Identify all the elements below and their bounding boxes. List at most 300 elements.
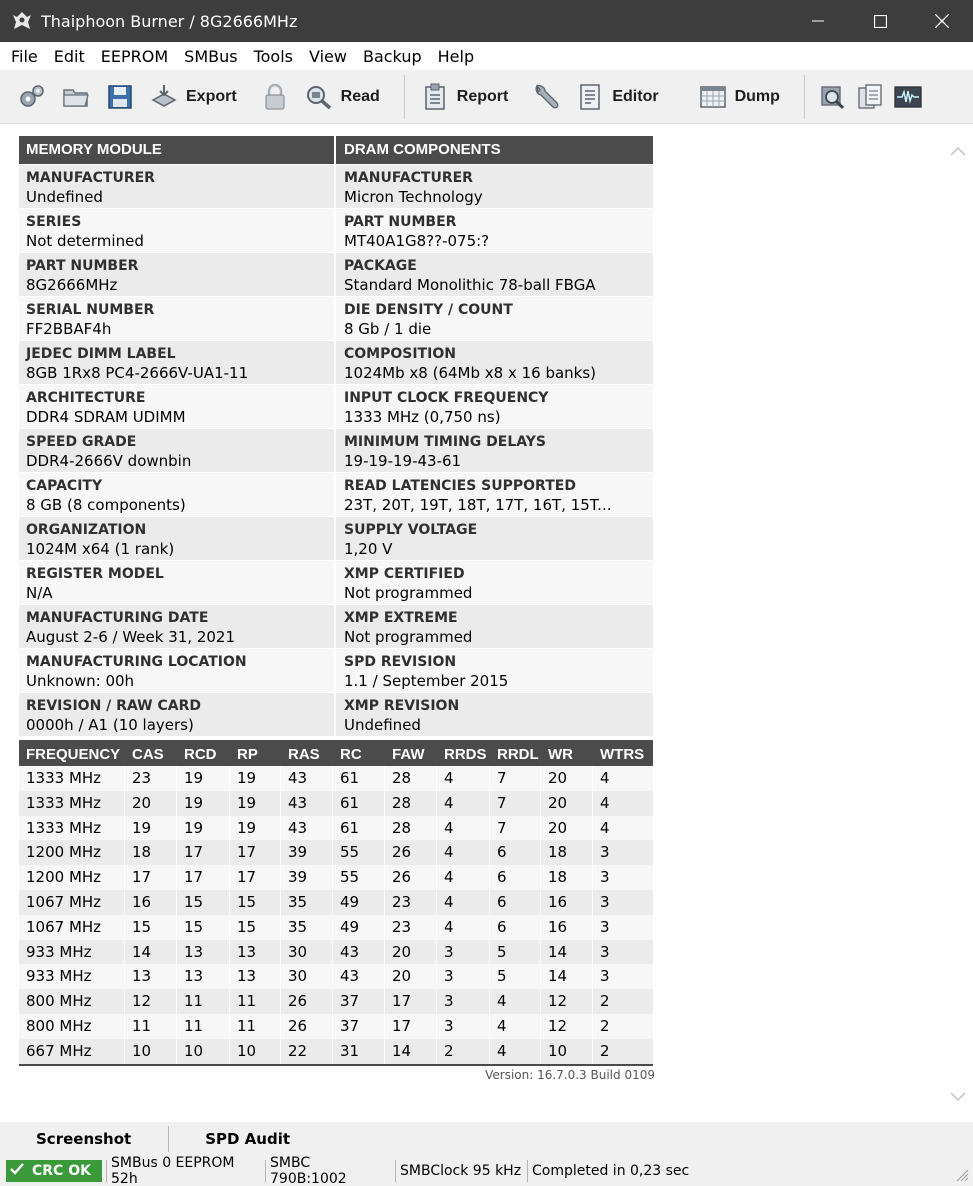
timing-cell: 20	[125, 791, 177, 816]
timing-cell: 4	[600, 793, 610, 812]
info-key: PART NUMBER	[26, 258, 139, 274]
timing-cell: 4	[437, 915, 490, 940]
dram-info-row	[336, 164, 653, 208]
timing-cell: 5	[490, 964, 541, 989]
spd-info-panel	[19, 136, 653, 1066]
wrench-icon	[530, 81, 562, 113]
timing-cell: 22	[281, 1039, 333, 1064]
dump-label: Dump	[734, 87, 780, 105]
export-icon	[148, 81, 180, 113]
timing-cell: 16	[541, 915, 593, 940]
info-value: Not programmed	[344, 584, 473, 602]
window-title: Thaiphoon Burner / 8G2666MHz	[41, 11, 298, 31]
timing-cell: 6	[490, 840, 541, 865]
save-button[interactable]	[98, 77, 142, 117]
info-value: Not determined	[26, 232, 144, 250]
dram-info-row	[336, 384, 653, 428]
memory-module-column	[19, 136, 336, 736]
timing-cell: 35	[281, 915, 333, 940]
timing-cell: 20	[385, 964, 437, 989]
info-key: XMP CERTIFIED	[344, 566, 465, 582]
timing-cell: 3	[600, 892, 610, 911]
timing-cell: 43	[281, 816, 333, 841]
info-key: MANUFACTURING LOCATION	[26, 654, 247, 670]
dump-button[interactable]	[691, 77, 796, 117]
timing-cell: 28	[385, 766, 437, 791]
timing-cell: 55	[333, 865, 385, 890]
timing-cell: 4	[437, 791, 490, 816]
dram-info-row	[336, 340, 653, 384]
crc-status-badge	[6, 1160, 102, 1182]
timing-row	[19, 989, 653, 1014]
timing-cell: 10	[541, 1039, 593, 1064]
info-key: CAPACITY	[26, 478, 103, 494]
timing-cell: 10	[125, 1039, 177, 1064]
timing-row	[19, 915, 653, 940]
timing-cell: 3	[437, 964, 490, 989]
timing-row	[19, 890, 653, 915]
info-key: ORGANIZATION	[26, 522, 147, 538]
timing-cell: 6	[490, 915, 541, 940]
title-bar	[0, 0, 973, 42]
timing-row	[19, 964, 653, 989]
timing-cell: 6	[490, 890, 541, 915]
timing-cell: 31	[333, 1039, 385, 1064]
timing-cell: 3	[437, 940, 490, 965]
timing-row	[19, 840, 653, 865]
open-button[interactable]	[54, 77, 98, 117]
timing-cell: 2	[600, 1041, 610, 1060]
timing-cell: 17	[230, 865, 281, 890]
timing-column-header: RC	[340, 746, 362, 763]
timing-cell: 26	[281, 1014, 333, 1039]
timing-cell: 4	[437, 816, 490, 841]
status-clock	[395, 1160, 523, 1182]
info-value: 1024M x64 (1 rank)	[26, 540, 175, 558]
info-key: MANUFACTURER	[26, 170, 155, 186]
timing-cell: 17	[385, 1014, 437, 1039]
timing-cell: 11	[177, 989, 230, 1014]
dram-info-row	[336, 516, 653, 560]
dram-info-row	[336, 648, 653, 692]
status-completed	[527, 1160, 689, 1182]
waveform-icon	[892, 81, 924, 113]
timing-cell: 800 MHz	[19, 989, 125, 1014]
timing-cell: 4	[600, 769, 610, 787]
read-button[interactable]	[297, 77, 396, 117]
timing-cell: 1200 MHz	[19, 865, 125, 890]
lock-icon	[259, 81, 291, 113]
documents-icon	[854, 81, 886, 113]
info-value: 8 GB (8 components)	[26, 496, 186, 514]
info-key: DIE DENSITY / COUNT	[344, 302, 513, 318]
info-key: MINIMUM TIMING DELAYS	[344, 434, 546, 450]
timing-cell: 933 MHz	[19, 964, 125, 989]
timing-cell: 37	[333, 1014, 385, 1039]
compare-button[interactable]	[851, 77, 889, 117]
menu-file[interactable]: File	[11, 46, 38, 66]
timing-cell: 14	[541, 964, 593, 989]
module-info-row	[19, 648, 334, 692]
info-key: MANUFACTURING DATE	[26, 610, 209, 626]
timing-cell: 19	[125, 816, 177, 841]
folder-icon	[60, 81, 92, 113]
menu-smbus[interactable]: SMBus	[184, 46, 238, 66]
timing-cell: 10	[177, 1039, 230, 1064]
timing-cell: 19	[177, 816, 230, 841]
info-value: Unknown: 00h	[26, 672, 135, 690]
module-info-row	[19, 340, 334, 384]
timing-cell: 39	[281, 840, 333, 865]
timing-cell: 18	[541, 865, 593, 890]
timing-cell: 7	[490, 766, 541, 791]
timing-column-header: CAS	[132, 746, 164, 763]
timing-cell: 13	[177, 964, 230, 989]
info-value: 23T, 20T, 19T, 18T, 17T, 16T, 15T...	[344, 496, 612, 514]
info-key: SPD REVISION	[344, 654, 457, 670]
timing-row	[19, 865, 653, 890]
toolbar-separator	[804, 75, 805, 119]
timing-cell: 43	[333, 964, 385, 989]
info-value: 1,20 V	[344, 540, 393, 558]
report-label: Report	[456, 87, 509, 105]
scroll-down-arrow-icon[interactable]	[943, 1084, 973, 1110]
dram-info-row	[336, 296, 653, 340]
timing-cell: 800 MHz	[19, 1014, 125, 1039]
dram-components-header: DRAM COMPONENTS	[336, 136, 653, 164]
timing-cell: 23	[385, 915, 437, 940]
timing-cell: 1067 MHz	[19, 915, 125, 940]
clipboard-icon	[419, 81, 451, 113]
timing-cell: 15	[230, 915, 281, 940]
info-value: FF2BBAF4h	[26, 320, 112, 338]
tab-screenshot[interactable]: Screenshot	[36, 1130, 132, 1148]
info-key: READ LATENCIES SUPPORTED	[344, 478, 576, 494]
maximize-button[interactable]	[849, 0, 911, 42]
timing-cell: 15	[125, 915, 177, 940]
info-value: MT40A1G8??-075:?	[344, 232, 490, 250]
settings-button[interactable]	[10, 77, 54, 117]
timing-cell: 11	[230, 1014, 281, 1039]
timing-cell: 2	[600, 992, 610, 1011]
timing-cell: 28	[385, 791, 437, 816]
export-button[interactable]	[142, 77, 253, 117]
tab-spd-audit[interactable]: SPD Audit	[205, 1130, 291, 1148]
menu-edit[interactable]: Edit	[53, 46, 85, 66]
menu-eeprom[interactable]: EEPROM	[100, 46, 169, 66]
timing-row	[19, 816, 653, 841]
monitor-button[interactable]	[889, 77, 927, 117]
info-key: REVISION / RAW CARD	[26, 698, 201, 714]
timing-table	[19, 740, 653, 1066]
timing-cell: 17	[385, 989, 437, 1014]
module-info-row	[19, 384, 334, 428]
editor-label: Editor	[612, 87, 659, 105]
timing-cell: 19	[230, 816, 281, 841]
checkmark-icon	[10, 1163, 24, 1179]
timing-cell: 14	[125, 940, 177, 965]
info-value: Standard Monolithic 78-ball FBGA	[344, 276, 596, 294]
timing-cell: 12	[125, 989, 177, 1014]
close-button[interactable]	[911, 0, 973, 42]
module-info-row	[19, 252, 334, 296]
toolbar	[0, 70, 973, 124]
timing-cell: 13	[230, 940, 281, 965]
module-info-row	[19, 472, 334, 516]
resize-grip-icon[interactable]	[953, 1166, 969, 1182]
dram-info-row	[336, 472, 653, 516]
timing-cell: 3	[437, 1014, 490, 1039]
timing-cell: 16	[125, 890, 177, 915]
crc-status-text: CRC OK	[32, 1163, 91, 1179]
info-value: Undefined	[344, 716, 421, 734]
module-info-row	[19, 516, 334, 560]
info-key: SPEED GRADE	[26, 434, 137, 450]
timing-header-row	[19, 740, 653, 766]
timing-cell: 7	[490, 791, 541, 816]
dram-info-row	[336, 604, 653, 648]
timing-cell: 39	[281, 865, 333, 890]
timing-cell: 19	[177, 766, 230, 791]
timing-column-header: WR	[548, 746, 573, 763]
timing-cell: 17	[177, 840, 230, 865]
timing-cell: 6	[490, 865, 541, 890]
timing-row	[19, 766, 653, 791]
timing-cell: 15	[177, 890, 230, 915]
timing-column-header: FAW	[392, 746, 425, 763]
info-key: PART NUMBER	[344, 214, 457, 230]
editor-button[interactable]	[568, 77, 674, 117]
timing-cell: 23	[125, 766, 177, 791]
timing-cell: 15	[230, 890, 281, 915]
info-value: N/A	[26, 584, 53, 602]
timing-cell: 43	[281, 791, 333, 816]
chip-magnifier-icon	[816, 81, 848, 113]
info-key: COMPOSITION	[344, 346, 456, 362]
timing-cell: 11	[230, 989, 281, 1014]
module-info-row	[19, 428, 334, 472]
info-key: SUPPLY VOLTAGE	[344, 522, 478, 538]
info-value: August 2-6 / Week 31, 2021	[26, 628, 236, 646]
info-value: 1333 MHz (0,750 ns)	[344, 408, 501, 426]
timing-cell: 3	[600, 843, 610, 862]
timing-cell: 20	[385, 940, 437, 965]
module-info-row	[19, 208, 334, 252]
timing-cell: 12	[541, 989, 593, 1014]
timing-column-header: RAS	[288, 746, 320, 763]
module-info-row	[19, 604, 334, 648]
timing-row	[19, 1014, 653, 1039]
timing-cell: 1200 MHz	[19, 840, 125, 865]
timing-cell: 3	[600, 942, 610, 961]
timing-cell: 14	[541, 940, 593, 965]
timing-cell: 667 MHz	[19, 1039, 125, 1064]
timing-cell: 933 MHz	[19, 940, 125, 965]
info-value: Undefined	[26, 188, 103, 206]
timing-cell: 3	[600, 967, 610, 986]
timing-cell: 2	[600, 1016, 610, 1035]
dram-info-row	[336, 252, 653, 296]
timing-cell: 3	[600, 868, 610, 887]
info-value: 19-19-19-43-61	[344, 452, 462, 470]
timing-row	[19, 1039, 653, 1064]
status-smbc-text: SMBC 790B:1002	[270, 1155, 347, 1186]
info-value: 8G2666MHz	[26, 276, 118, 294]
dram-info-row	[336, 208, 653, 252]
timing-cell: 19	[230, 791, 281, 816]
timing-cell: 13	[125, 964, 177, 989]
menu-backup[interactable]: Backup	[362, 46, 422, 66]
document-edit-icon	[574, 81, 606, 113]
timing-cell: 20	[541, 791, 593, 816]
timing-cell: 19	[230, 766, 281, 791]
timing-cell: 1067 MHz	[19, 890, 125, 915]
timing-column-header: RP	[237, 746, 258, 763]
gears-icon	[16, 81, 48, 113]
timing-column-header: RRDL	[497, 746, 539, 763]
timing-cell: 28	[385, 816, 437, 841]
content-area	[0, 124, 973, 1122]
info-key: XMP EXTREME	[344, 610, 458, 626]
timing-cell: 61	[333, 791, 385, 816]
module-info-row	[19, 296, 334, 340]
timing-cell: 35	[281, 890, 333, 915]
timing-cell: 13	[230, 964, 281, 989]
timing-cell: 4	[437, 766, 490, 791]
module-info-row	[19, 560, 334, 604]
timing-cell: 4	[490, 1014, 541, 1039]
timing-cell: 12	[541, 1014, 593, 1039]
status-clock-text: SMBClock 95 kHz	[400, 1163, 522, 1179]
timing-cell: 18	[541, 840, 593, 865]
info-value: 8GB 1Rx8 PC4-2666V-UA1-11	[26, 364, 249, 382]
timing-cell: 10	[230, 1039, 281, 1064]
timing-cell: 4	[490, 989, 541, 1014]
info-key: REGISTER MODEL	[26, 566, 164, 582]
scroll-up-arrow-icon[interactable]	[943, 138, 973, 164]
timing-cell: 4	[437, 865, 490, 890]
info-key: SERIAL NUMBER	[26, 302, 155, 318]
timing-cell: 43	[333, 940, 385, 965]
dram-info-row	[336, 692, 653, 736]
timing-cell: 1333 MHz	[19, 791, 125, 816]
timing-cell: 13	[177, 940, 230, 965]
timing-cell: 4	[437, 840, 490, 865]
info-value: 1024Mb x8 (64Mb x8 x 16 banks)	[344, 364, 597, 382]
read-label: Read	[340, 87, 380, 105]
info-value: DDR4 SDRAM UDIMM	[26, 408, 186, 426]
scan-button[interactable]	[813, 77, 851, 117]
info-value: 8 Gb / 1 die	[344, 320, 432, 338]
version-label: Version: 16.7.0.3 Build 0109	[485, 1068, 655, 1082]
timing-cell: 20	[541, 816, 593, 841]
timing-cell: 14	[385, 1039, 437, 1064]
dram-info-row	[336, 560, 653, 604]
timing-cell: 15	[177, 915, 230, 940]
timing-cell: 2	[437, 1039, 490, 1064]
timing-cell: 18	[125, 840, 177, 865]
timing-cell: 17	[177, 865, 230, 890]
timing-cell: 5	[490, 940, 541, 965]
timing-cell: 17	[230, 840, 281, 865]
timing-cell: 3	[600, 917, 610, 936]
timing-cell: 23	[385, 890, 437, 915]
info-key: SERIES	[26, 214, 82, 230]
status-smbc	[265, 1155, 391, 1186]
timing-cell: 4	[600, 818, 610, 837]
timing-cell: 4	[437, 890, 490, 915]
menu-tools[interactable]: Tools	[253, 46, 293, 66]
info-key: INPUT CLOCK FREQUENCY	[344, 390, 549, 406]
dram-info-row	[336, 428, 653, 472]
info-key: MANUFACTURER	[344, 170, 473, 186]
timing-cell: 61	[333, 766, 385, 791]
timing-row	[19, 791, 653, 816]
minimize-button[interactable]	[787, 0, 849, 42]
vertical-scrollbar[interactable]	[943, 124, 973, 1122]
module-info-row	[19, 164, 334, 208]
app-icon[interactable]	[11, 10, 33, 32]
timing-cell: 3	[437, 989, 490, 1014]
timing-column-header: RCD	[184, 746, 217, 763]
bottom-tabs	[0, 1122, 973, 1156]
status-completed-text: Completed in 0,23 sec	[532, 1163, 690, 1179]
info-key: PACKAGE	[344, 258, 417, 274]
timing-cell: 20	[541, 766, 593, 791]
timing-cell: 55	[333, 840, 385, 865]
timing-cell: 37	[333, 989, 385, 1014]
timing-cell: 43	[281, 766, 333, 791]
timing-column-header: WTRS	[600, 746, 645, 763]
tools-button[interactable]	[524, 77, 568, 117]
module-info-row	[19, 692, 334, 736]
timing-cell: 49	[333, 890, 385, 915]
timing-cell: 4	[490, 1039, 541, 1064]
info-key: XMP REVISION	[344, 698, 460, 714]
info-value: DDR4-2666V downbin	[26, 452, 192, 470]
status-smbus-text: SMBus 0 EEPROM 52h	[111, 1155, 235, 1186]
report-button[interactable]	[413, 77, 525, 117]
toolbar-separator	[404, 75, 405, 119]
timing-column-header: RRDS	[444, 746, 487, 763]
timing-cell: 30	[281, 940, 333, 965]
timing-cell: 19	[177, 791, 230, 816]
info-value: 1.1 / September 2015	[344, 672, 509, 690]
tab-separator	[168, 1126, 169, 1152]
timing-cell: 26	[281, 989, 333, 1014]
floppy-icon	[104, 81, 136, 113]
menu-view[interactable]: View	[309, 46, 347, 66]
timing-cell: 49	[333, 915, 385, 940]
status-bar	[0, 1156, 973, 1186]
status-smbus	[106, 1155, 261, 1186]
lock-button[interactable]	[253, 77, 297, 117]
grid-table-icon	[697, 81, 729, 113]
export-label: Export	[186, 87, 237, 105]
dram-components-column	[336, 136, 653, 736]
timing-cell: 61	[333, 816, 385, 841]
menu-bar	[0, 42, 973, 70]
timing-column-header: FREQUENCY	[26, 746, 121, 763]
timing-cell: 26	[385, 840, 437, 865]
timing-cell: 11	[177, 1014, 230, 1039]
timing-cell: 16	[541, 890, 593, 915]
timing-cell: 30	[281, 964, 333, 989]
timing-cell: 11	[125, 1014, 177, 1039]
timing-cell: 26	[385, 865, 437, 890]
menu-help[interactable]: Help	[437, 46, 475, 66]
timing-cell: 7	[490, 816, 541, 841]
